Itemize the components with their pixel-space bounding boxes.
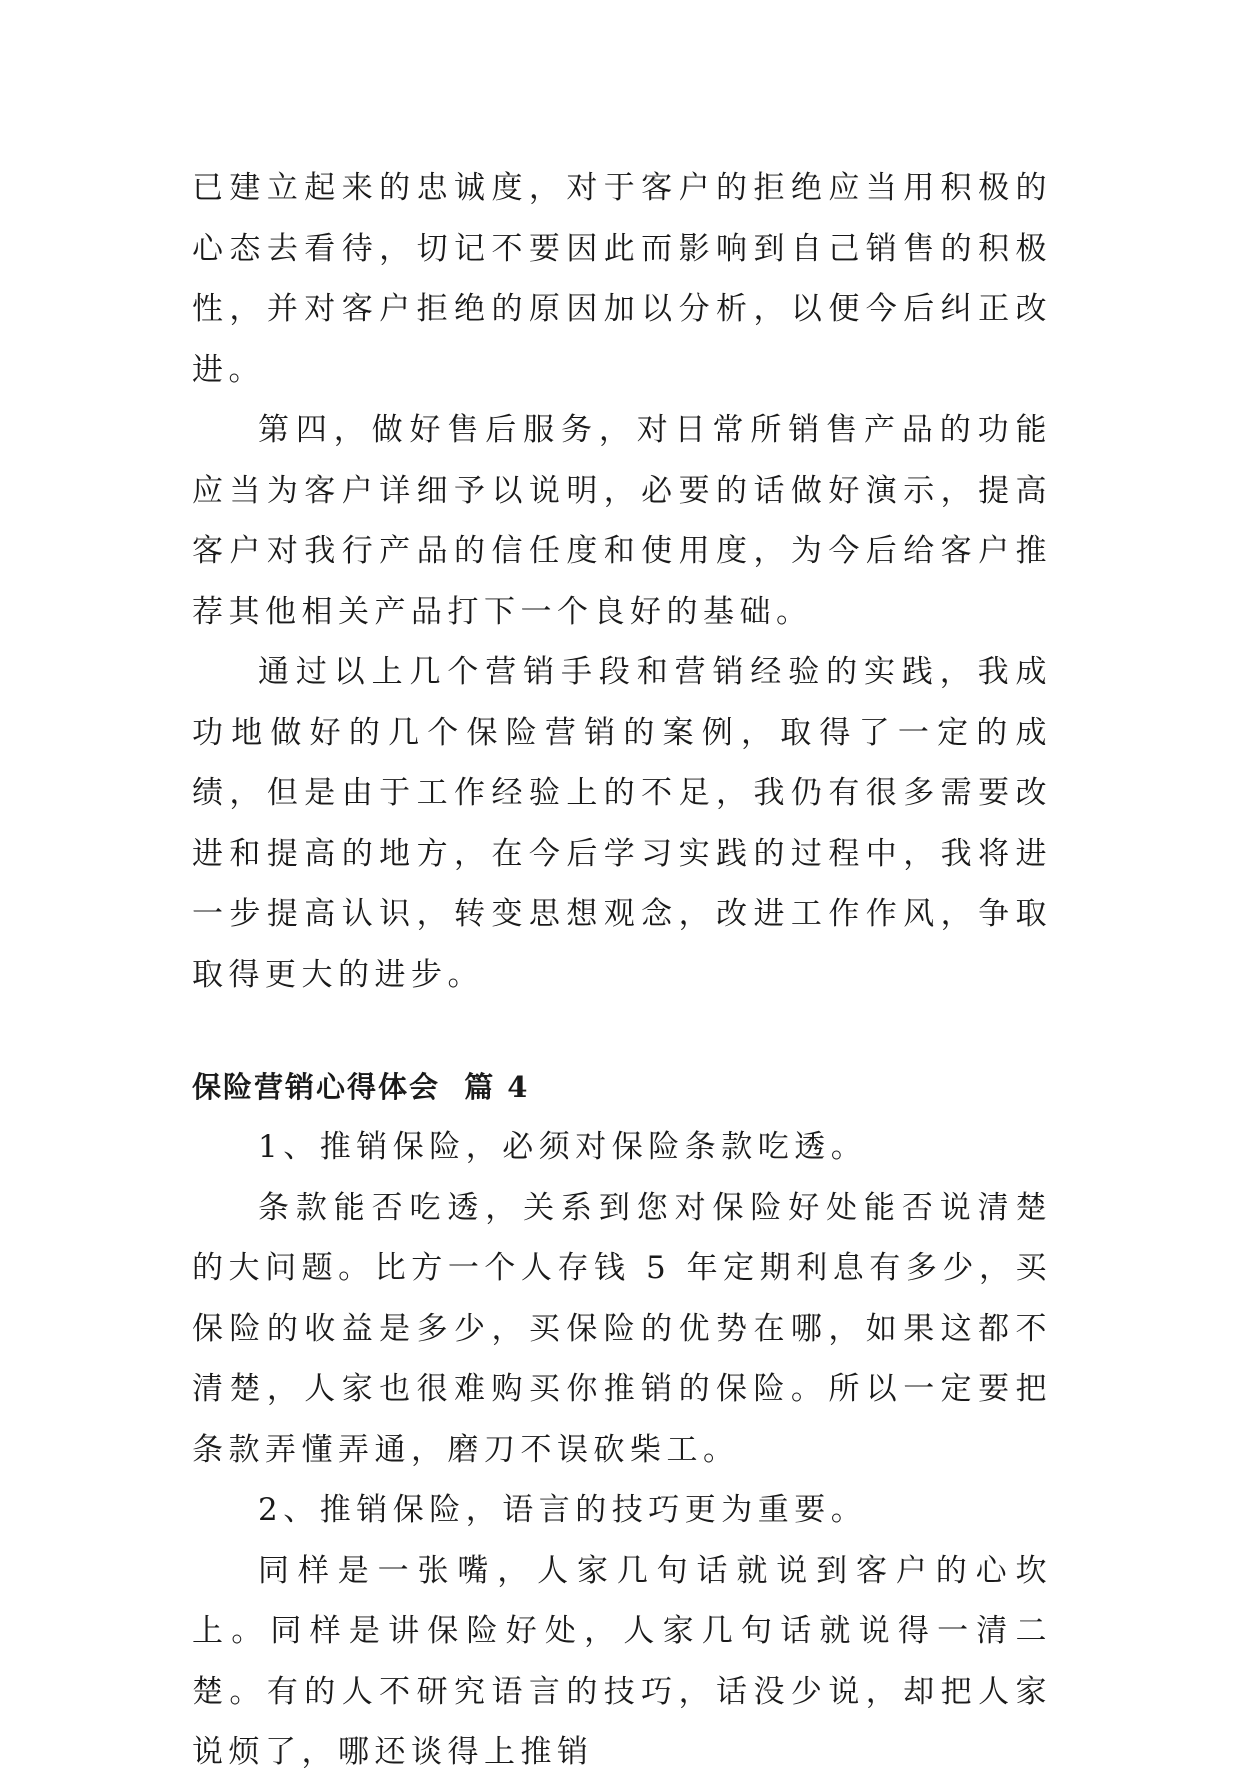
paragraph-after-sales: 第四，做好售后服务，对日常所销售产品的功能应当为客户详细予以说明，必要的话做好演示，提高客户对我行产品的信任度和使用度，为今后给客户推荐其他相关产品打下一个良好的基础。 [192,412,1052,630]
document-page [192,158,1052,1783]
section-title: 保险营销心得体会 篇 4 [192,1070,530,1104]
paragraph-point-1: 1、推销保险，必须对保险条款吃透。 [258,1129,868,1165]
paragraph-point-2: 2、推销保险，语言的技巧更为重要。 [258,1492,868,1528]
paragraph-loyalty: 已建立起来的忠诚度，对于客户的拒绝应当用积极的心态去看待，切记不要因此而影响到自己销售的积极性，并对客户拒绝的原因加以分析，以便今后纠正改进。 [192,170,1052,388]
paragraph-language: 同样是一张嘴，人家几句话就说到客户的心坎上。同样是讲保险好处，人家几句话就说得一清二楚。有的人不研究语言的技巧，话没少说，却把人家说烦了，哪还谈得上推销 [192,1552,1052,1770]
paragraph-summary: 通过以上几个营销手段和营销经验的实践，我成功地做好的几个保险营销的案例，取得了一定的成绩，但是由于工作经验上的不足，我仍有很多需要改进和提高的地方，在今后学习实践的过程中，我将进一步提高认识，转变思想观念，改进工作作风，争取取得更大的进步。 [192,654,1052,993]
paragraph-terms: 条款能否吃透，关系到您对保险好处能否说清楚的大问题。比方一个人存钱 5 年定期利息有多少，买保险的收益是多少，买保险的优势在哪，如果这都不清楚，人家也很难购买你推销的保险。所以一定要把条款弄懂弄通，磨刀不误砍柴工。 [192,1189,1052,1468]
